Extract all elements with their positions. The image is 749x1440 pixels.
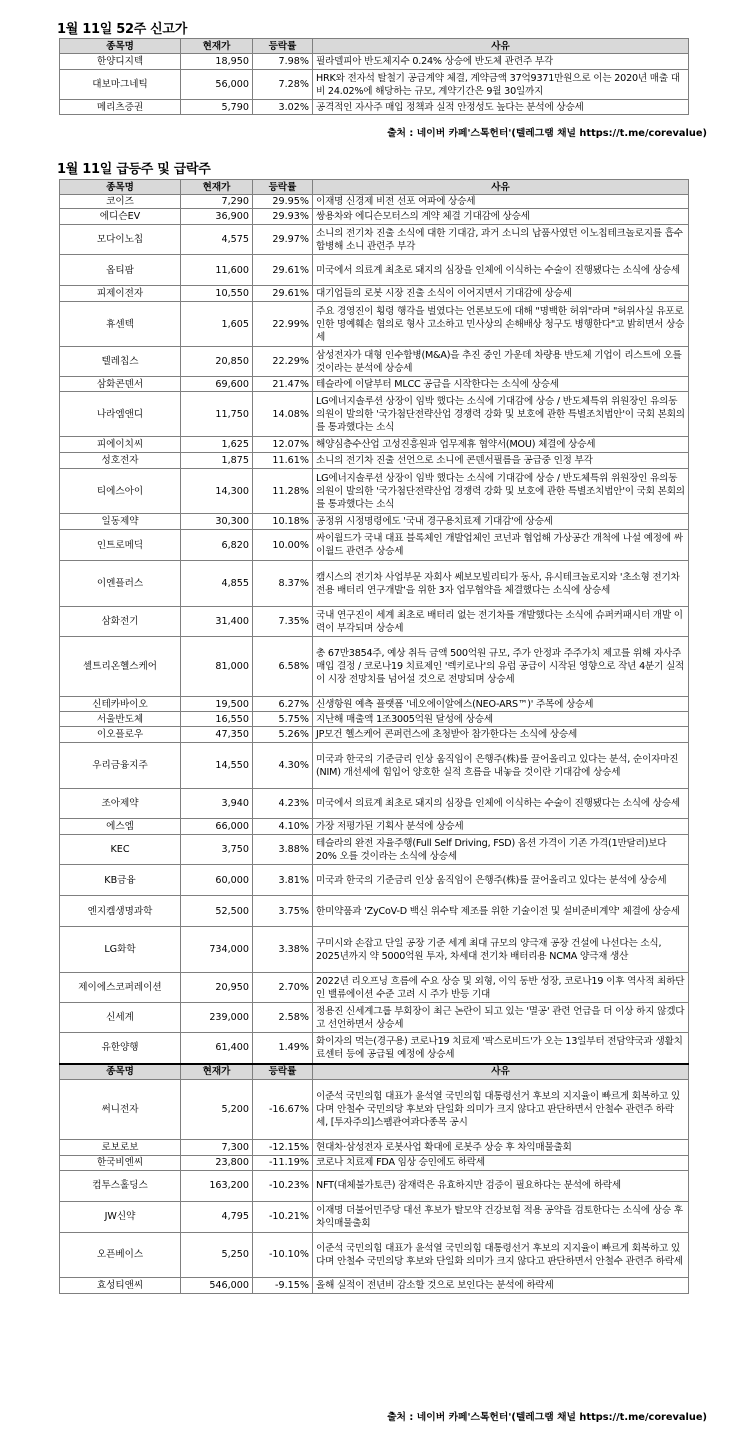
stock-name: KEC xyxy=(60,835,181,865)
table-row xyxy=(60,100,689,115)
stock-price: 19,500 xyxy=(181,697,253,712)
stock-change: -12.15% xyxy=(253,1139,313,1155)
table-row xyxy=(60,437,689,453)
stock-change: 7.98% xyxy=(253,54,313,70)
stock-change: 22.99% xyxy=(253,302,313,347)
stock-change: 4.30% xyxy=(253,743,313,789)
header-change: 등락률 xyxy=(253,180,313,195)
stock-name: 인트로메딕 xyxy=(60,530,181,561)
stock-change: 22.29% xyxy=(253,347,313,377)
table-row xyxy=(60,195,689,209)
stock-change: 3.02% xyxy=(253,100,313,115)
table-row xyxy=(60,727,689,743)
stock-reason: 코로나 치료제 FDA 임상 승인에도 하락세 xyxy=(313,1155,689,1170)
table-row xyxy=(60,1201,689,1232)
stock-reason: 구미시와 손잡고 단일 공장 기준 세계 최대 규모의 양극재 공장 건설에 나선다는 소식, 2025년까지 약 5000억원 투자, 차세대 전기차 배터리용 NCMA 양극재 생산 xyxy=(313,927,689,973)
stock-price: 23,800 xyxy=(181,1155,253,1170)
stock-price: 11,600 xyxy=(181,255,253,286)
stock-name: 삼화전기 xyxy=(60,607,181,637)
table-row xyxy=(60,1277,689,1293)
stock-change: 10.00% xyxy=(253,530,313,561)
stock-name: 피에이치씨 xyxy=(60,437,181,453)
table-row xyxy=(60,377,689,392)
table-row xyxy=(60,865,689,896)
table-row xyxy=(60,789,689,819)
table-row xyxy=(60,561,689,607)
fall-header-reason: 사유 xyxy=(313,1064,689,1080)
stock-price: 56,000 xyxy=(181,70,253,100)
stock-price: 81,000 xyxy=(181,637,253,697)
table-row xyxy=(60,302,689,347)
table-row xyxy=(60,469,689,514)
stock-reason: 공격적인 자사주 매입 정책과 실적 안정성도 높다는 분석에 상승세 xyxy=(313,100,689,115)
stock-name: 피제이전자 xyxy=(60,286,181,302)
stock-reason: 올해 실적이 전년비 감소할 것으로 보인다는 분석에 하락세 xyxy=(313,1277,689,1293)
table-header-row xyxy=(60,180,689,195)
stock-change: 12.07% xyxy=(253,437,313,453)
stock-price: 16,550 xyxy=(181,712,253,727)
stock-name: 셀트리온헬스케어 xyxy=(60,637,181,697)
stock-price: 52,500 xyxy=(181,896,253,927)
stock-reason: 주요 경영진이 횡령 행각을 벌였다는 언론보도에 대해 "명백한 허위"라며 "허위사실 유포로 인한 명예훼손 혐의로 형사 고소하고 민사상의 손해배상 청구도 병행한다"고 밝히면서 상승세 xyxy=(313,302,689,347)
table-row xyxy=(60,1155,689,1170)
stock-price: 1,875 xyxy=(181,453,253,469)
stock-reason: 대기업들의 로봇 시장 진출 소식이 이어지면서 기대감에 상승세 xyxy=(313,286,689,302)
table-row xyxy=(60,896,689,927)
stock-change: 14.08% xyxy=(253,392,313,437)
stock-change: 3.75% xyxy=(253,896,313,927)
stock-reason: 한미약품과 'ZyCoV-D 백신 위수탁 제조를 위한 기술이전 및 설비준비계약' 체결에 상승세 xyxy=(313,896,689,927)
header-price: 현재가 xyxy=(181,180,253,195)
movers-source: 출처 : 네이버 카페'스톡헌터'(텔레그램 채널 https://t.me/corevalue) xyxy=(387,1412,707,1423)
table-row xyxy=(60,1003,689,1033)
table-row xyxy=(60,637,689,697)
table-row xyxy=(60,973,689,1003)
stock-reason: LG에너지솔루션 상장이 임박 했다는 소식에 기대감에 상승 / 반도체특위 위원장인 유의동 의원이 발의한 '국가첨단전략산업 경쟁력 강화 및 보호에 관한 특별조치법안'이 국회 본회의를 통과했다는 소식 xyxy=(313,469,689,514)
stock-name: 서울반도체 xyxy=(60,712,181,727)
header-name: 종목명 xyxy=(60,180,181,195)
stock-name: 써니전자 xyxy=(60,1079,181,1139)
stock-price: 60,000 xyxy=(181,865,253,896)
table-row xyxy=(60,1170,689,1201)
stock-name: 오픈베이스 xyxy=(60,1232,181,1277)
stock-name: 모다이노칩 xyxy=(60,225,181,255)
stock-name: 에디슨EV xyxy=(60,209,181,225)
stock-price: 47,350 xyxy=(181,727,253,743)
table-row xyxy=(60,209,689,225)
stock-price: 734,000 xyxy=(181,927,253,973)
header-price: 현재가 xyxy=(181,39,253,54)
stock-name: 대보마그네틱 xyxy=(60,70,181,100)
table-row xyxy=(60,255,689,286)
stock-name: 제이에스코퍼레이션 xyxy=(60,973,181,1003)
stock-reason: 싸이월드가 국내 대표 블록체인 개발업체인 코넌과 협업해 가상공간 개척에 나설 예정에 싸이월드 관련주 상승세 xyxy=(313,530,689,561)
header-reason: 사유 xyxy=(313,39,689,54)
stock-price: 1,625 xyxy=(181,437,253,453)
high-source: 출처 : 네이버 카페'스톡헌터'(텔레그램 채널 https://t.me/corevalue) xyxy=(387,128,707,139)
table-row xyxy=(60,347,689,377)
table-row xyxy=(60,392,689,437)
table-row xyxy=(60,1079,689,1139)
stock-name: 한국비엔씨 xyxy=(60,1155,181,1170)
stock-reason: 총 67만3854주, 예상 취득 금액 500억원 규모, 주가 안정과 주주가치 제고를 위해 자사주 매입 결정 / 코로나19 치료제인 '렉키로나'의 유럽 공급이 시작된 영향으로 작년 4분기 실적이 시장 전망치를 넘어설 것으로 전망되며 상승세 xyxy=(313,637,689,697)
stock-change: -10.23% xyxy=(253,1170,313,1201)
fall-header-row xyxy=(60,1064,689,1080)
stock-change: -10.10% xyxy=(253,1232,313,1277)
stock-reason: 신생항원 예측 플랫폼 '네오에이알에스(NEO-ARS™)' 주목에 상승세 xyxy=(313,697,689,712)
stock-price: 4,575 xyxy=(181,225,253,255)
stock-price: 36,900 xyxy=(181,209,253,225)
stock-reason: 이재명 신경제 비전 선포 여파에 상승세 xyxy=(313,195,689,209)
stock-change: 10.18% xyxy=(253,514,313,530)
stock-change: 3.81% xyxy=(253,865,313,896)
table-row xyxy=(60,819,689,835)
stock-name: 유한양행 xyxy=(60,1033,181,1064)
stock-price: 20,950 xyxy=(181,973,253,1003)
stock-price: 18,950 xyxy=(181,54,253,70)
stock-name: 이오플로우 xyxy=(60,727,181,743)
stock-reason: 이준석 국민의힘 대표가 윤석열 국민의힘 대통령선거 후보의 지지율이 빠르게 회복하고 있다며 안철수 국민의당 후보와 단일화 의미가 크지 않다고 판단하면서 안철수 관련주 하락세, [투자주의]스팸관여과다종목 공시 xyxy=(313,1079,689,1139)
stock-reason: 삼성전자가 대형 인수합병(M&A)을 추진 중인 가운데 차량용 반도체 기업이 리스트에 오를 것이라는 분석에 상승세 xyxy=(313,347,689,377)
stock-name: KB금융 xyxy=(60,865,181,896)
stock-reason: 정용진 신세계그룹 부회장이 최근 논란이 되고 있는 '멸공' 관련 언급을 더 이상 하지 않겠다고 선언하면서 상승세 xyxy=(313,1003,689,1033)
stock-name: 우리금융지주 xyxy=(60,743,181,789)
stock-reason: NFT(대체불가토큰) 잠재력은 유효하지만 검증이 필요하다는 분석에 하락세 xyxy=(313,1170,689,1201)
movers-table xyxy=(59,179,689,1294)
movers-section-title: 1월 11일 급등주 및 급락주 xyxy=(57,162,211,177)
stock-reason: 캠시스의 전기차 사업부문 자회사 쎄보모빌리티가 동사, 유시테크놀로지와 '초소형 전기차 전용 배터리 연구개발'을 위한 3자 업무협약을 체결했다는 소식에 상승세 xyxy=(313,561,689,607)
stock-change: 11.28% xyxy=(253,469,313,514)
stock-price: 66,000 xyxy=(181,819,253,835)
fall-header-price: 현재가 xyxy=(181,1064,253,1080)
stock-reason: 이재명 더불어민주당 대선 후보가 탈모약 건강보험 적용 공약을 검토한다는 소식에 상승 후 차익매물출회 xyxy=(313,1201,689,1232)
stock-reason: 화이자의 먹는(경구용) 코로나19 치료제 '팍스로비드'가 오는 13일부터 전담약국과 생활치료센터 등에 공급될 예정에 상승세 xyxy=(313,1033,689,1064)
table-row xyxy=(60,70,689,100)
stock-reason: 미국에서 의료계 최초로 돼지의 심장을 인체에 이식하는 수술이 진행됐다는 소식에 상승세 xyxy=(313,789,689,819)
table-row xyxy=(60,1232,689,1277)
stock-reason: JP모건 헬스케어 콘퍼런스에 초청받아 참가한다는 소식에 상승세 xyxy=(313,727,689,743)
stock-price: 5,250 xyxy=(181,1232,253,1277)
table-row xyxy=(60,54,689,70)
stock-price: 239,000 xyxy=(181,1003,253,1033)
stock-price: 4,855 xyxy=(181,561,253,607)
stock-name: 에스엠 xyxy=(60,819,181,835)
table-row xyxy=(60,835,689,865)
stock-name: 일동제약 xyxy=(60,514,181,530)
stock-reason: 국내 연구진이 세계 최초로 배터리 없는 전기차를 개발했다는 소식에 슈퍼커패시터 개발 이력이 부각되며 상승세 xyxy=(313,607,689,637)
stock-price: 3,940 xyxy=(181,789,253,819)
stock-price: 4,795 xyxy=(181,1201,253,1232)
stock-reason: 미국과 한국의 기준금리 인상 움직임이 은행주(株)를 끌어올리고 있다는 분석에 상승세 xyxy=(313,865,689,896)
table-row xyxy=(60,1033,689,1064)
stock-name: 텔레칩스 xyxy=(60,347,181,377)
stock-reason: 쌍용차와 에디슨모터스의 계약 체결 기대감에 상승세 xyxy=(313,209,689,225)
stock-price: 10,550 xyxy=(181,286,253,302)
stock-change: 29.93% xyxy=(253,209,313,225)
stock-change: 5.26% xyxy=(253,727,313,743)
stock-reason: 필라델피아 반도체지수 0.24% 상승에 반도체 관련주 부각 xyxy=(313,54,689,70)
stock-name: 엔지켐생명과학 xyxy=(60,896,181,927)
stock-name: 컴투스홀딩스 xyxy=(60,1170,181,1201)
stock-reason: 2022년 리오프닝 흐름에 수요 상승 및 외형, 이익 동반 성장, 코로나19 이후 역사적 최하단인 밸류에이션 수준 고려 시 주가 반등 기대 xyxy=(313,973,689,1003)
stock-change: 2.70% xyxy=(253,973,313,1003)
stock-name: JW신약 xyxy=(60,1201,181,1232)
stock-price: 31,400 xyxy=(181,607,253,637)
stock-price: 6,820 xyxy=(181,530,253,561)
stock-reason: LG에너지솔루션 상장이 임박 했다는 소식에 기대감에 상승 / 반도체특위 위원장인 유의동 의원이 발의한 '국가첨단전략산업 경쟁력 강화 및 보호에 관한 특별조치법안'이 국회 본회의를 통과했다는 소식 xyxy=(313,392,689,437)
stock-change: -9.15% xyxy=(253,1277,313,1293)
stock-name: 이엔플러스 xyxy=(60,561,181,607)
stock-name: 코이즈 xyxy=(60,195,181,209)
stock-change: -11.19% xyxy=(253,1155,313,1170)
table-row xyxy=(60,453,689,469)
stock-price: 5,200 xyxy=(181,1079,253,1139)
high-table xyxy=(59,38,689,115)
stock-change: 29.61% xyxy=(253,255,313,286)
stock-change: 7.35% xyxy=(253,607,313,637)
stock-price: 7,290 xyxy=(181,195,253,209)
table-row xyxy=(60,225,689,255)
stock-reason: 가장 저평가된 기획사 분석에 상승세 xyxy=(313,819,689,835)
header-change: 등락률 xyxy=(253,39,313,54)
stock-change: 29.61% xyxy=(253,286,313,302)
table-row xyxy=(60,530,689,561)
stock-change: 29.95% xyxy=(253,195,313,209)
stock-change: 11.61% xyxy=(253,453,313,469)
stock-price: 11,750 xyxy=(181,392,253,437)
stock-price: 14,550 xyxy=(181,743,253,789)
stock-reason: 이준석 국민의힘 대표가 윤석열 국민의힘 대통령선거 후보의 지지율이 빠르게 회복하고 있다며 안철수 국민의당 후보와 단일화 의미가 크지 않다고 판단하면서 안철수 관련주 하락세 xyxy=(313,1232,689,1277)
stock-name: LG화학 xyxy=(60,927,181,973)
stock-reason: 지난해 매출액 1조3005억원 달성에 상승세 xyxy=(313,712,689,727)
stock-change: 3.88% xyxy=(253,835,313,865)
stock-change: 6.27% xyxy=(253,697,313,712)
header-reason: 사유 xyxy=(313,180,689,195)
stock-name: 로보로보 xyxy=(60,1139,181,1155)
stock-name: 효성티앤씨 xyxy=(60,1277,181,1293)
stock-price: 14,300 xyxy=(181,469,253,514)
stock-price: 61,400 xyxy=(181,1033,253,1064)
stock-price: 163,200 xyxy=(181,1170,253,1201)
stock-reason: 테슬라에 이달부터 MLCC 공급을 시작한다는 소식에 상승세 xyxy=(313,377,689,392)
table-row xyxy=(60,514,689,530)
table-row xyxy=(60,743,689,789)
stock-change: 1.49% xyxy=(253,1033,313,1064)
stock-change: -10.21% xyxy=(253,1201,313,1232)
stock-reason: 현대차·삼성전자 로봇사업 확대에 로봇주 상승 후 차익매물출회 xyxy=(313,1139,689,1155)
header-name: 종목명 xyxy=(60,39,181,54)
high-section-title: 1월 11일 52주 신고가 xyxy=(57,22,187,37)
stock-price: 7,300 xyxy=(181,1139,253,1155)
table-row xyxy=(60,697,689,712)
stock-reason: 소니의 전기차 진출 소식에 대한 기대감, 과거 소니의 납품사였던 이노칩테크놀로지를 흡수합병해 소니 관련주 부각 xyxy=(313,225,689,255)
stock-name: 옵티팜 xyxy=(60,255,181,286)
table-row xyxy=(60,607,689,637)
table-row xyxy=(60,927,689,973)
stock-reason: 테슬라의 완전 자율주행(Full Self Driving, FSD) 옵션 가격이 기존 가격(1만달러)보다 20% 오를 것이라는 소식에 상승세 xyxy=(313,835,689,865)
stock-reason: 소니의 전기차 진출 선언으로 소니에 콘덴서필름을 공급중 인정 부각 xyxy=(313,453,689,469)
stock-name: 성호전자 xyxy=(60,453,181,469)
table-header-row xyxy=(60,39,689,54)
stock-change: 5.75% xyxy=(253,712,313,727)
stock-change: 8.37% xyxy=(253,561,313,607)
stock-name: 신세계 xyxy=(60,1003,181,1033)
stock-name: 나라엠앤디 xyxy=(60,392,181,437)
stock-name: 신테카바이오 xyxy=(60,697,181,712)
table-row xyxy=(60,712,689,727)
stock-name: 휴센텍 xyxy=(60,302,181,347)
stock-name: 삼화콘덴서 xyxy=(60,377,181,392)
table-row xyxy=(60,1139,689,1155)
stock-name: 메리츠증권 xyxy=(60,100,181,115)
stock-price: 5,790 xyxy=(181,100,253,115)
stock-change: 6.58% xyxy=(253,637,313,697)
stock-reason: 미국과 한국의 기준금리 인상 움직임이 은행주(株)를 끌어올리고 있다는 분석, 순이자마진(NIM) 개선세에 힘입어 양호한 실적 흐름을 내놓을 것이란 기대감에 상승세 xyxy=(313,743,689,789)
stock-change: 4.10% xyxy=(253,819,313,835)
stock-price: 20,850 xyxy=(181,347,253,377)
stock-price: 546,000 xyxy=(181,1277,253,1293)
stock-reason: 해양심층수산업 고성진흥원과 업무제휴 협약서(MOU) 체결에 상승세 xyxy=(313,437,689,453)
stock-price: 69,600 xyxy=(181,377,253,392)
stock-name: 티에스아이 xyxy=(60,469,181,514)
stock-change: 29.97% xyxy=(253,225,313,255)
stock-reason: 공정위 시정명령에도 '국내 경구용치료제 기대감'에 상승세 xyxy=(313,514,689,530)
stock-name: 한양디지텍 xyxy=(60,54,181,70)
stock-change: 2.58% xyxy=(253,1003,313,1033)
stock-price: 3,750 xyxy=(181,835,253,865)
stock-price: 1,605 xyxy=(181,302,253,347)
fall-header-name: 종목명 xyxy=(60,1064,181,1080)
fall-header-change: 등락률 xyxy=(253,1064,313,1080)
stock-reason: 미국에서 의료계 최초로 돼지의 심장을 인체에 이식하는 수술이 진행됐다는 소식에 상승세 xyxy=(313,255,689,286)
stock-name: 조아제약 xyxy=(60,789,181,819)
stock-change: 7.28% xyxy=(253,70,313,100)
stock-price: 30,300 xyxy=(181,514,253,530)
table-row xyxy=(60,286,689,302)
stock-reason: HRK와 전자석 탈철기 공급계약 체결, 계약금액 37억9371만원으로 이는 2020년 매출 대비 24.02%에 해당하는 규모, 계약기간은 9월 30일까지 xyxy=(313,70,689,100)
stock-change: 3.38% xyxy=(253,927,313,973)
stock-change: -16.67% xyxy=(253,1079,313,1139)
stock-change: 21.47% xyxy=(253,377,313,392)
stock-change: 4.23% xyxy=(253,789,313,819)
